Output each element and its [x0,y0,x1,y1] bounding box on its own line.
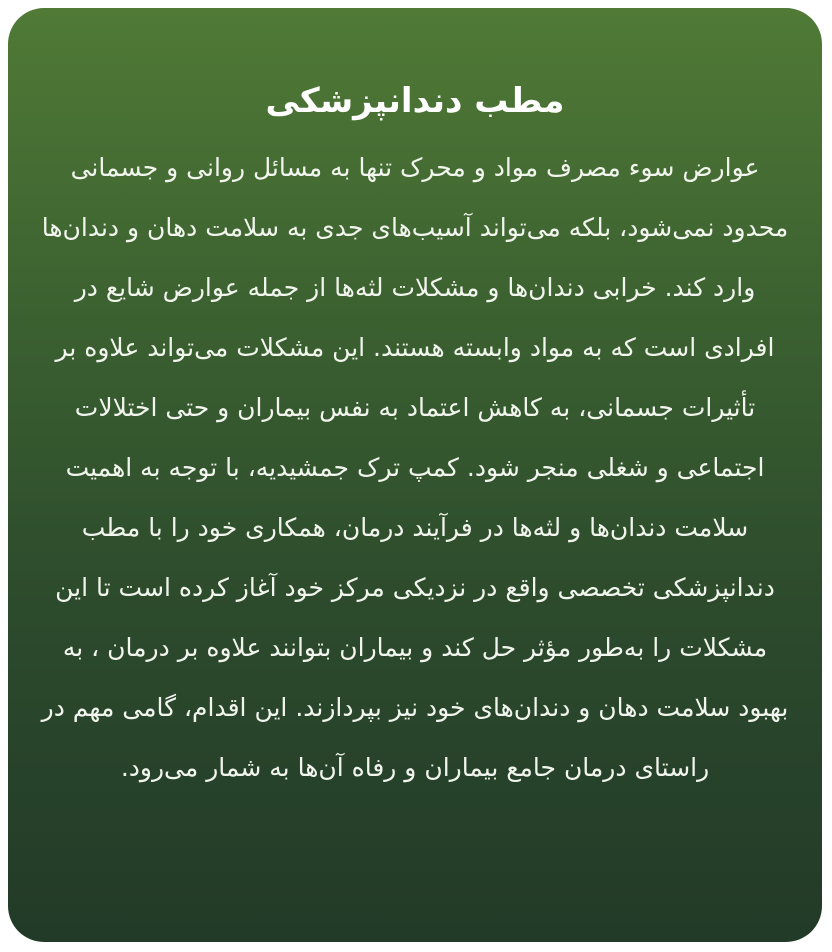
info-card [8,8,822,942]
card-paragraph: عوارض سوء مصرف مواد و محرک تنها به مسائل روانی و جسمانی محدود نمی‌شود، بلکه می‌تواند آسیب‌های جدی به سلامت دهان و دندان‌ها وارد کند. خرابی دندان‌ها و مشکلات لثه‌ها از جمله عوارض شایع در افرادی است که به مواد وابسته هستند. این مشکلات می‌تواند علاوه بر تأثیرات جسمانی، به کاهش اعتماد به نفس بیماران و حتی اختلالات اجتماعی و شغلی منجر شود. کمپ ترک جمشیدیه، با توجه به اهمیت سلامت دندان‌ها و لثه‌ها در فرآیند درمان، همکاری خود را با مطب دندانپزشکی تخصصی واقع در نزدیکی مرکز خود آغاز کرده است تا این مشکلات را به‌طور مؤثر حل کند و بیماران بتوانند علاوه بر درمان ، به بهبود سلامت دهان و دندان‌های خود نیز بپردازند. این اقدام، گامی مهم در راستای درمان جامع بیماران و رفاه آن‌ها به شمار می‌رود. [41,153,789,782]
card-title: مطب دندانپزشکی [265,80,565,121]
